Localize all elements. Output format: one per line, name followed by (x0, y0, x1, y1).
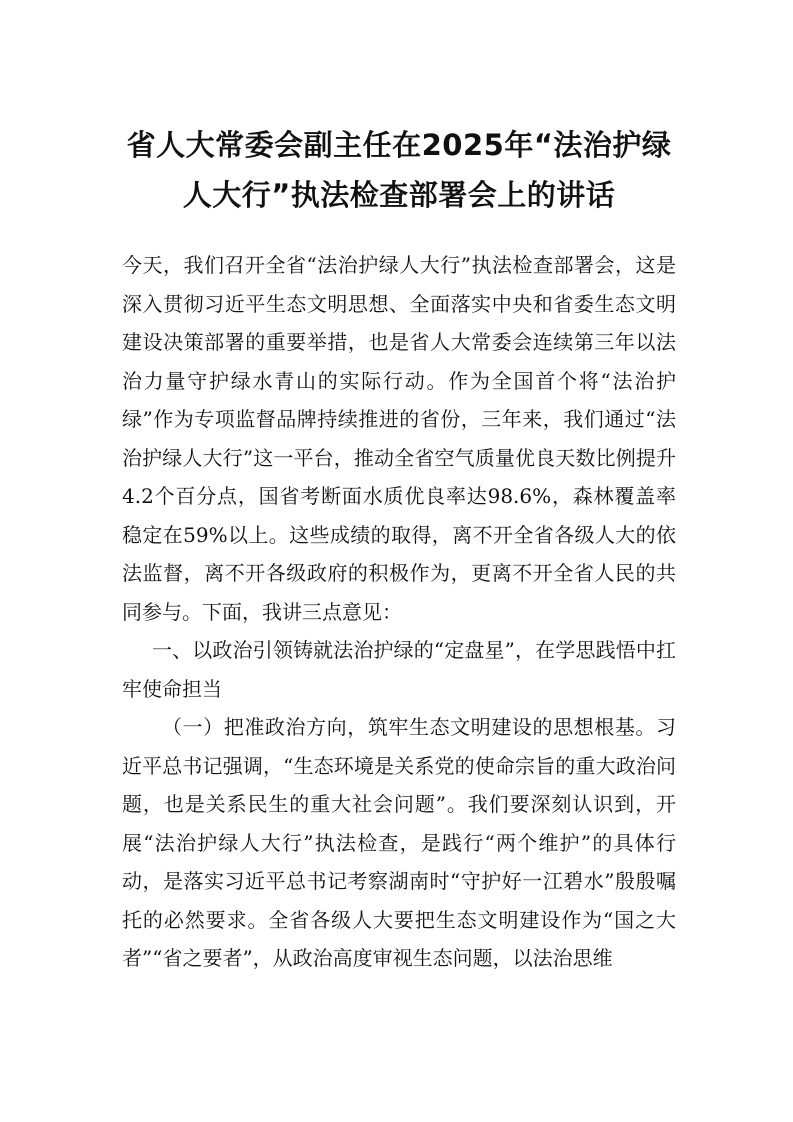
intro-paragraph: 今天，我们召开全省“法治护绿人大行”执法检查部署会，这是深入贯彻习近平生态文明思想、全面落实中央和省委生态文明建设决策部署的重要举措，也是省人大常委会连续第三年以法治力量守护绿水青山的实际行动。作为全国首个将“法治护绿”作为专项监督品牌持续推进的省份，三年来，我们通过“法治护绿人大行”这一平台，推动全省空气质量优良天数比例提升4.2个百分点，国省考断面水质优良率达98.6%，森林覆盖率稳定在59%以上。这些成绩的取得，离不开全省各级人大的依法监督，离不开各级政府的积极作为，更离不开全省人民的共同参与。下面，我讲三点意见： (122, 253, 676, 624)
title-line-2: 人大行”执法检查部署会上的讲话 (182, 178, 616, 212)
section-heading-1: 一、以政治引领铸就法治护绿的“定盘星”，在学思践悟中扛牢使命担当 (122, 638, 676, 701)
title-line-1: 省人大常委会副主任在2025年“法治护绿 (126, 128, 672, 162)
document-body (122, 246, 676, 978)
document-page (122, 120, 676, 978)
document-title (122, 120, 676, 220)
subsection-paragraph-1: （一）把准政治方向，筑牢生态文明建设的思想根基。习近平总书记强调，“生态环境是关系党的使命宗旨的重大政治问题，也是关系民生的重大社会问题”。我们要深刻认识到，开展“法治护绿人大行”执法检查，是践行“两个维护”的具体行动，是落实习近平总书记考察湖南时“守护好一江碧水”殷殷嘱托的必然要求。全省各级人大要把生态文明建设作为“国之大者”“省之要者”，从政治高度审视生态问题，以法治思维 (122, 715, 676, 970)
